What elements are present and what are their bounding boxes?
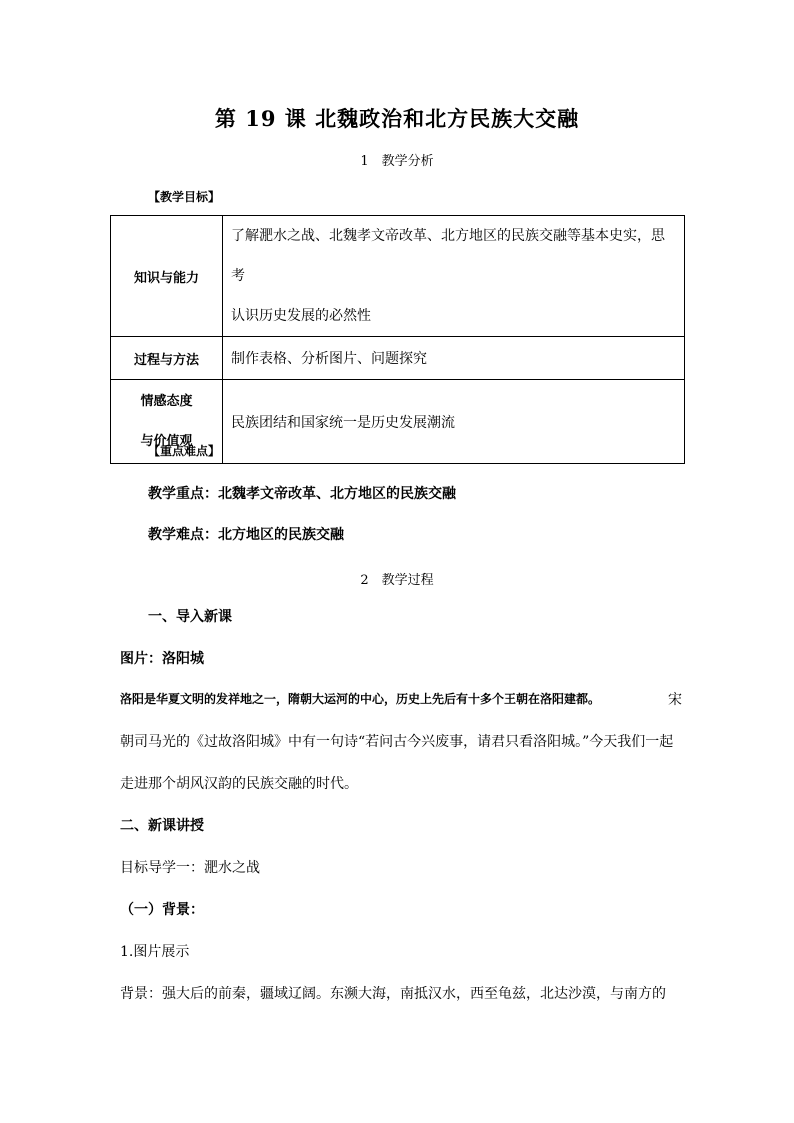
intro-paragraph-line: 朝司马光的《过故洛阳城》中有一句诗“若问古今兴废事，请君只看洛阳城。”今天我们一起 (120, 734, 674, 750)
intro-paragraph-line: 洛阳是华夏文明的发祥地之一，隋朝大运河的中心，历史上先后有十多个王朝在洛阳建都。 (120, 692, 601, 706)
background-heading: （一）背景： (120, 902, 204, 918)
goal-label-text: 情感态度 (140, 393, 193, 409)
objective-heading: 目标导学一：淝水之战 (120, 860, 260, 876)
goal-content-line: 制作表格、分析图片、问题探究 (231, 351, 427, 367)
intro-paragraph-line: 走进那个胡风汉韵的民族交融的时代。 (120, 776, 358, 792)
goal-content (223, 337, 685, 380)
difficult-point-text: 教学难点：北方地区的民族交融 (148, 527, 344, 543)
table-row (111, 337, 685, 380)
background-paragraph-line: 背景：强大后的前秦，疆域辽阔。东濒大海，南抵汉水，西至龟兹，北达沙漠，与南方的 (120, 986, 666, 1002)
list-item: 1.图片展示 (120, 944, 190, 960)
goal-content (223, 380, 685, 464)
goals-heading: 【教学目标】 (148, 190, 221, 204)
key-points-heading: 【重点难点】 (148, 444, 221, 458)
goal-label-text: 过程与方法 (133, 352, 199, 368)
goal-label-text: 知识与能力 (133, 270, 199, 286)
section-heading-analysis: 1 教学分析 (360, 154, 434, 169)
part-heading-intro: 一、导入新课 (148, 609, 232, 625)
goal-label (111, 337, 223, 380)
key-point-text: 教学重点：北魏孝文帝改革、北方地区的民族交融 (148, 486, 456, 502)
section-heading-process: 2 教学过程 (360, 573, 434, 588)
goal-label-text: 与价值观 (140, 433, 193, 449)
teaching-goals-table (110, 215, 685, 464)
goal-content-line: 民族团结和国家统一是历史发展潮流 (231, 414, 455, 431)
goal-content (223, 216, 685, 337)
part-heading-new-lesson: 二、新课讲授 (120, 818, 204, 834)
page-title: 第 19 课 北魏政治和北方民族大交融 (214, 106, 580, 131)
goal-content-line: 了解淝水之战、北魏孝文帝改革、北方地区的民族交融等基本史实，思考 (231, 228, 665, 284)
goal-content-line: 认识历史发展的必然性 (231, 308, 371, 324)
intro-paragraph-line: 宋 (668, 692, 682, 708)
table-row (111, 216, 685, 337)
image-caption: 图片：洛阳城 (120, 651, 204, 667)
goal-label (111, 216, 223, 337)
